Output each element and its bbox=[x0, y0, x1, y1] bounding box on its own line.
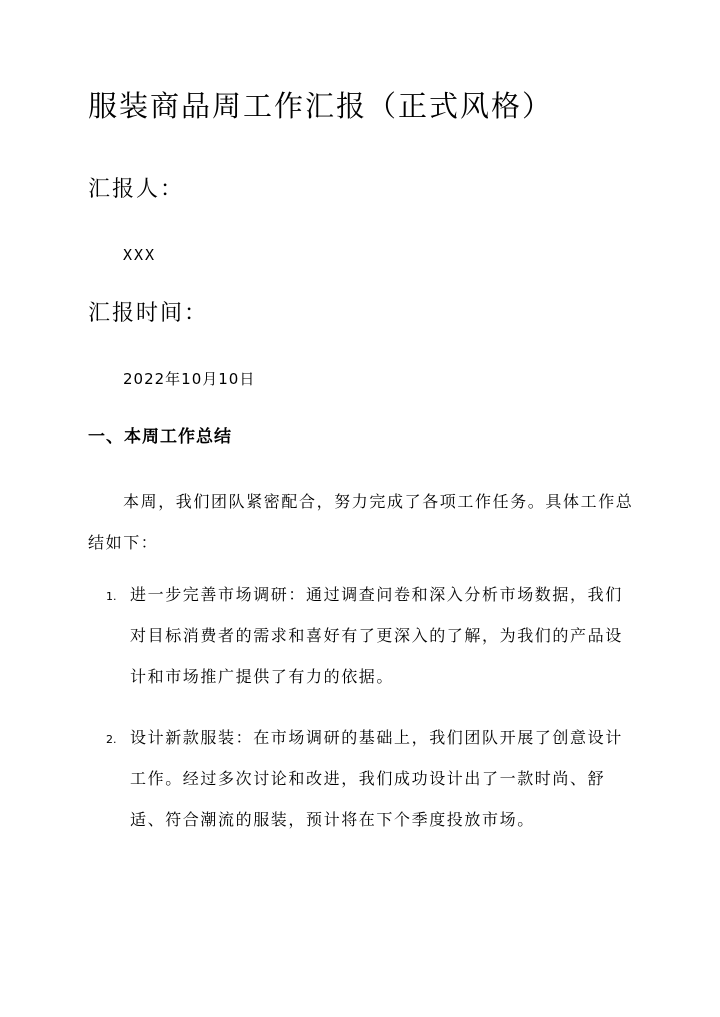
section-heading: 一、本周工作总结 bbox=[88, 427, 232, 447]
report-time-label: 汇报时间： bbox=[88, 301, 209, 326]
reporter-value: XXX bbox=[123, 246, 157, 264]
list-item-text: 进一步完善市场调研：通过调查问卷和深入分析市场数据，我们对目标消费者的需求和喜好有了更深入的了解，为我们的产品设计和市场推广提供了有力的依据。 bbox=[130, 585, 623, 686]
list-item-number: 2. bbox=[106, 733, 117, 746]
list-item bbox=[106, 717, 636, 840]
list-item-number: 1. bbox=[106, 590, 117, 603]
list-item bbox=[106, 574, 636, 697]
section-intro-paragraph: 本周，我们团队紧密配合，努力完成了各项工作任务。具体工作总结如下： bbox=[88, 492, 634, 552]
document-title: 服装商品周工作汇报（正式风格） bbox=[88, 89, 554, 123]
list-item-text: 设计新款服装：在市场调研的基础上，我们团队开展了创意设计工作。经过多次讨论和改进，我们成功设计出了一款时尚、舒适、符合潮流的服装，预计将在下个季度投放市场。 bbox=[130, 728, 623, 829]
reporter-label: 汇报人： bbox=[88, 177, 185, 202]
report-time-value: 2022年10月10日 bbox=[123, 370, 256, 388]
